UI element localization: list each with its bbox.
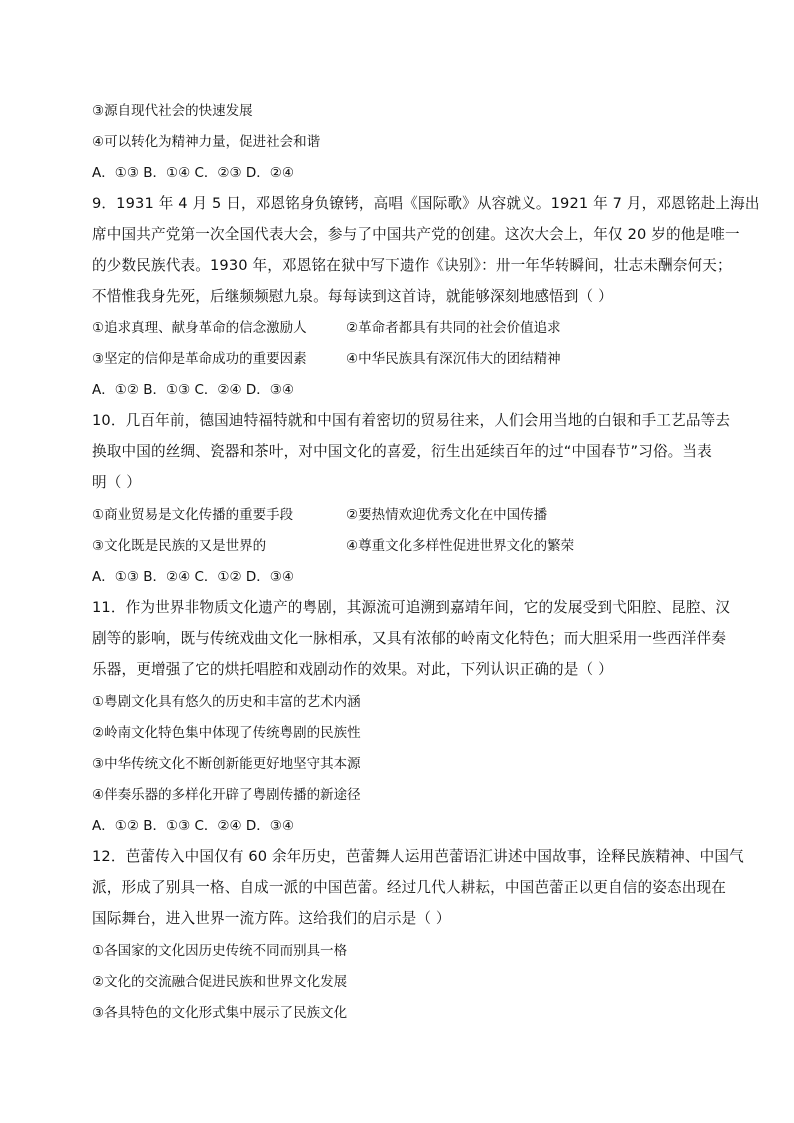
- question-stem: 10．几百年前，德国迪特福特就和中国有着密切的贸易往来，人们会用当地的白银和手工艺品等去: [92, 412, 731, 429]
- option-line: ③中华传统文化不断创新能更好地坚守其本源: [92, 756, 361, 772]
- question-stem: 不惜惟我身先死，后继频频慰九泉。每每读到这首诗，就能够深刻地感悟到（ ）: [92, 288, 613, 305]
- question-stem: 换取中国的丝绸、瓷器和茶叶，对中国文化的喜爱，衍生出延续百年的过“中国春节”习俗。当表: [92, 443, 712, 460]
- option-line: ③源自现代社会的快速发展: [92, 103, 253, 119]
- option-line: ①商业贸易是文化传播的重要手段: [92, 507, 294, 523]
- question-stem: 的少数民族代表。1930 年，邓恩铭在狱中写下遗作《诀别》：卅一年华转瞬间，壮志未酬奈何天；: [92, 257, 732, 274]
- option-line: ①各国家的文化因历史传统不同而别具一格: [92, 943, 348, 959]
- question-stem: 明（ ）: [92, 474, 142, 491]
- question-stem: 乐器，更增强了它的烘托唱腔和戏剧动作的效果。对此，下列认识正确的是（ ）: [92, 661, 613, 678]
- option-line: ①粤剧文化具有悠久的历史和丰富的艺术内涵: [92, 694, 361, 710]
- question-stem: 9．1931 年 4 月 5 日，邓恩铭身负镣铐，高唱《国际歌》从容就义。1921 年 7 月，邓恩铭赴上海出: [92, 195, 760, 212]
- option-line: ②要热情欢迎优秀文化在中国传播: [346, 507, 548, 523]
- option-line: ④尊重文化多样性促进世界文化的繁荣: [346, 538, 575, 554]
- answer-choices: A．①② B．①③ C．②④ D．③④: [92, 382, 295, 398]
- option-line: ②岭南文化特色集中体现了传统粤剧的民族性: [92, 725, 361, 741]
- question-stem: 席中国共产党第一次全国代表大会，参与了中国共产党的创建。这次大会上，年仅 20 岁的他是唯一: [92, 226, 740, 243]
- option-line: ③文化既是民族的又是世界的: [92, 538, 267, 554]
- question-stem: 剧等的影响，既与传统戏曲文化一脉相承，又具有浓郁的岭南文化特色；而大胆采用一些西洋伴奏: [92, 630, 726, 647]
- question-stem: 11．作为世界非物质文化遗产的粤剧，其源流可追溯到嘉靖年间，它的发展受到弋阳腔、昆腔、汉: [92, 599, 731, 616]
- option-line: ②文化的交流融合促进民族和世界文化发展: [92, 974, 348, 990]
- option-line: ①追求真理、献身革命的信念激励人: [92, 320, 307, 336]
- question-stem: 12．芭蕾传入中国仅有 60 余年历史，芭蕾舞人运用芭蕾语汇讲述中国故事，诠释民族精神、中国气: [92, 848, 744, 865]
- option-line: ③各具特色的文化形式集中展示了民族文化: [92, 1005, 348, 1021]
- answer-choices: A．①② B．①③ C．②④ D．③④: [92, 818, 295, 834]
- option-line: ②革命者都具有共同的社会价值追求: [346, 320, 561, 336]
- option-line: ④伴奏乐器的多样化开辟了粤剧传播的新途径: [92, 787, 361, 803]
- question-stem: 派，形成了别具一格、自成一派的中国芭蕾。经过几代人耕耘，中国芭蕾正以更自信的姿态出现在: [92, 879, 726, 896]
- option-line: ④中华民族具有深沉伟大的团结精神: [346, 351, 561, 367]
- option-line: ④可以转化为精神力量，促进社会和谐: [92, 134, 321, 150]
- answer-choices: A．①③ B．②④ C．①② D．③④: [92, 569, 295, 585]
- question-stem: 国际舞台，进入世界一流方阵。这给我们的启示是（ ）: [92, 910, 451, 927]
- option-line: ③坚定的信仰是革命成功的重要因素: [92, 351, 307, 367]
- answer-choices: A．①③ B．①④ C．②③ D．②④: [92, 165, 295, 181]
